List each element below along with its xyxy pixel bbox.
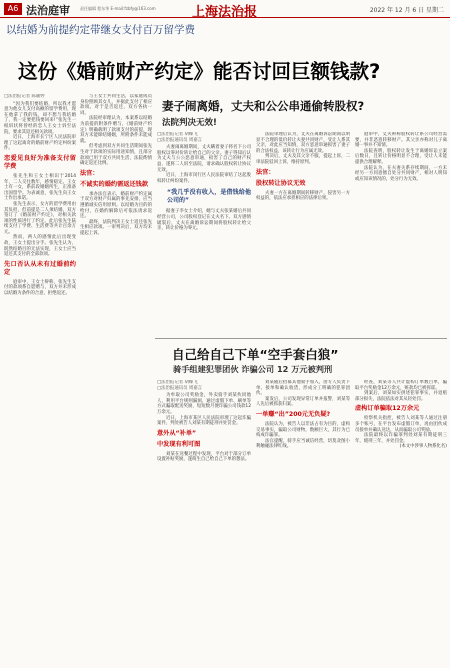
masthead: [0, 0, 450, 18]
issue-date: 2022 年 12 月 6 日 星期二: [369, 7, 444, 14]
paragraph: 刘某随后招募其他骑手加入，由专人负责下单、接单和确认收货，形成分工明确的犯罪团伙。: [256, 380, 350, 397]
paragraph: 但考虑到双方共同生活期间张先生对于款项的实际用途知情，且部分款项已用于双方共同生活，法院酌情确定返还比例。: [80, 144, 152, 167]
paragraph: 张先生表示，女方的留学费用由其负担，但前提是二人须结婚。双方签订了《婚前财产约定》，对相关款项的性质进行了约定。此后张先生陆续支付了学费、生活费等共计百余万元。: [4, 201, 76, 235]
paragraph: 承办法官表示，婚前财产约定属于双方对财产归属的事先安排，应当遵循诚实信用原则。以结婚为目的的给付，在婚约解除后可依法请求返还。: [80, 191, 152, 220]
newspaper-logo: 上海法治报: [192, 5, 258, 20]
story1-column-2: [80, 94, 152, 664]
story1-byline: □法治报记者 陈颖婷: [4, 94, 45, 99]
section-divider: [155, 338, 447, 339]
paragraph: 据妻子李女士介绍，她与丈夫张某婚后共同经营公司，公司股权登记在丈夫名下。双方感情破裂后，丈夫在离婚诉讼期间将股权转让给父亲，转让价格为零元。: [157, 209, 251, 232]
paragraph: 刘某在送餐过程中发现，平台对于部分订单设置补贴奖励，遂萌生自己给自己下单的想法。: [157, 451, 251, 463]
paragraph: 法院最终以诈骗罪判处刘某有期徒刑三年，缓刑三年，并处罚金。: [355, 433, 447, 444]
story2-column-1: [157, 380, 251, 664]
paragraph: 案发后，公司发现异常订单并报警，刘某等人先后被抓获归案。: [256, 396, 350, 408]
story3-column-1: [157, 132, 251, 336]
paragraph: 经查，刘某等人共计虚构订单数百单，骗取平台奖励金12万余元，赃款均已被挥霍。: [355, 380, 447, 391]
paragraph: 近日，上海市某区人民法院审理了这起诈骗案件，判处被告人刘某有期徒刑并处罚金。: [157, 415, 251, 427]
paragraph: 法官提醒，骑手应当诚信经营，切莫贪图小利触碰法律红线。: [256, 438, 350, 450]
story2-byline: □法治报记者 胡蝶飞 □法治报通讯员 周嘉言: [157, 380, 203, 391]
story2-column-3: [355, 380, 447, 664]
story3-subhead-2: 股权转让协议无效: [256, 179, 306, 187]
paragraph: 近日，上海市长宁区人民法院审理了这起离奇的婚前财产约定纠纷案件。: [4, 135, 76, 152]
paragraph: 夫妻一方在离婚期间转移财产，侵害另一方权益的，依法应承担相应的法律后果。: [256, 190, 350, 202]
paragraph: 到案后，刘某如实供述犯罪事实，并退赔部分损失，法院依法对其从轻处罚。: [355, 391, 447, 402]
paragraph: 庭审中，王女士辩称，张先生支付的款项系自愿赠与，双方并未形成以结婚为条件的合意，拒绝返还。: [4, 279, 76, 297]
story2-deck: 骑手组建犯罪团伙 诈骗公司 12 万元被判刑: [173, 364, 333, 374]
section-icon: A6: [4, 3, 22, 15]
story2-column-2: [256, 380, 350, 664]
story1-kicker: 以结婚为前提约定带继女支付百万留学费: [6, 24, 195, 36]
paragraph: 为牟取公司奖励金，外卖骑手刘某伙同他人，利用平台规则漏洞，通过虚假下单、刷单等方式骗取配送奖励，短短数月便诈骗公司钱款12万余元。: [157, 393, 251, 415]
story3-subhead: 法官：: [256, 168, 275, 176]
story3-column-2: [256, 132, 350, 336]
story2-title: 自己给自己下单“空手套白狼”: [172, 347, 339, 362]
paragraph: 夫妻闹离婚期间，丈夫瞒着妻子将名下公司股权以零对价转让给自己的父亲。妻子得知后认为丈夫与公公恶意串通，损害了自己的财产权益，遂将二人诉至法院，请求确认股权转让协议无效。: [157, 145, 251, 173]
paragraph: 法院查明，股权转让发生于离婚诉讼立案后数日，且转让价格明显不合理，受让人未能提供合理解释。: [355, 148, 447, 165]
pull-quote: “我几乎没有收入，是借钱给他公司的”: [167, 189, 251, 205]
story2-subhead-4: 虚构订单骗取12万余元: [355, 405, 420, 413]
story1-headline: 这份《婚前财产约定》能否讨回巨额钱款?: [18, 60, 381, 83]
judge-subhead-2: 不诚实的婚约需返还钱款: [80, 180, 149, 188]
paragraph: 庭审中，丈夫辩称股权转让系公司经营需要，并非恶意转移财产。其父亲亦称对儿子离婚一事并不知情。: [355, 132, 447, 149]
paragraph: 法院经审理认为，本案系以结婚为前提的附条件赠与，《婚前财产约定》明确载明了款项支付的前提，现双方未能缔结婚姻，所附条件未能成就。: [80, 116, 152, 144]
judge-subhead: 法官：: [80, 169, 99, 177]
paragraph: “因为我们要结婚，所以我才愿意为他女儿支付高额的留学费用，现在他拿了我的钱，却不想与我结婚了，我一定要把钱要回来!”张先生一纸诉状将曾经的恋人王女士诉至法院，要求其返还相关款项。: [4, 101, 76, 135]
paragraph: 法院审理后认为，丈夫在离婚诉讼期间以明显不合理的低价转让夫妻共同财产，受让人系其父亲，对此应当知情，双方恶意串通损害了妻子的合法权益，该转让行为应属无效。: [256, 132, 350, 154]
paragraph: 最终，法院判决王女士返还张先生相应款项。一审判决后，双方均未提起上诉。: [80, 219, 152, 236]
story3-column-3: [355, 132, 447, 336]
paragraph: 与王女士共同生活，以家庭成员身份照顾其女儿，并据此支付了相应款项。对于是否返还，双方各执一词。: [80, 94, 152, 116]
story3-byline: □法治报记者 胡蝶飞 □法治报通讯员 周嘉言: [157, 132, 203, 143]
paragraph: 然而，两人的感情此后出现变故，王女士提出分手。张先生认为，既然结婚目的无法实现，王女士应当返还其支付的全部款项。: [4, 235, 76, 258]
story2-subhead-3: 一单赚“出”200元无负疑?: [256, 410, 331, 418]
story2-subhead: 意外从“补单”: [157, 429, 197, 437]
names-note: (本文中涉事人物系化名): [399, 444, 447, 450]
paragraph: 法院认为，在夫妻关系存续期间，一方未经另一方同意擅自处分共同财产，相对人明知或应知该情况的，处分行为无效。: [355, 165, 447, 182]
story2-subhead-2: 中发现有利可图: [157, 440, 201, 448]
story1-subhead: 恋爱见良好为准备支付留学费: [4, 154, 76, 170]
paragraph: 法院认为，被告人以非法占有为目的，虚构交易事实，骗取公司财物，数额巨大，其行为已构成诈骗罪。: [256, 421, 350, 439]
story3-title: 妻子闹离婚，丈夫和公公串通偷转股权?: [162, 99, 365, 113]
paragraph: 张先生和王女士相识于2014年，二人交往数年，感情稳定。王女士有一女，系前段婚姻所生，正准备出国留学。为表诚意，张先生向王女士作出承诺。: [4, 173, 76, 202]
editor-credit: 责任编辑 程东华 E-mail:fzbfy@163.com: [80, 6, 156, 11]
section-title: 法治庭审: [26, 4, 70, 17]
story1-column-1: [4, 94, 76, 664]
paragraph: 检察机关指控，被告人刘某等人通过注册多个账号，在平台发布虚假订单，再由团伙成员接单并确认送达，从而骗取公司奖励。: [355, 416, 447, 433]
paragraph: 近日，上海市闵行区人民法院审结了这起股权转让纠纷案件。: [157, 173, 251, 184]
paragraph: 判决后，丈夫及其父亲不服，提起上诉，二审法院驳回上诉，维持原判。: [256, 154, 350, 165]
story1-subhead-2: 先口否认从未有过婚前约定: [4, 260, 76, 276]
story3-deck: 法院判决无效!: [162, 118, 217, 128]
